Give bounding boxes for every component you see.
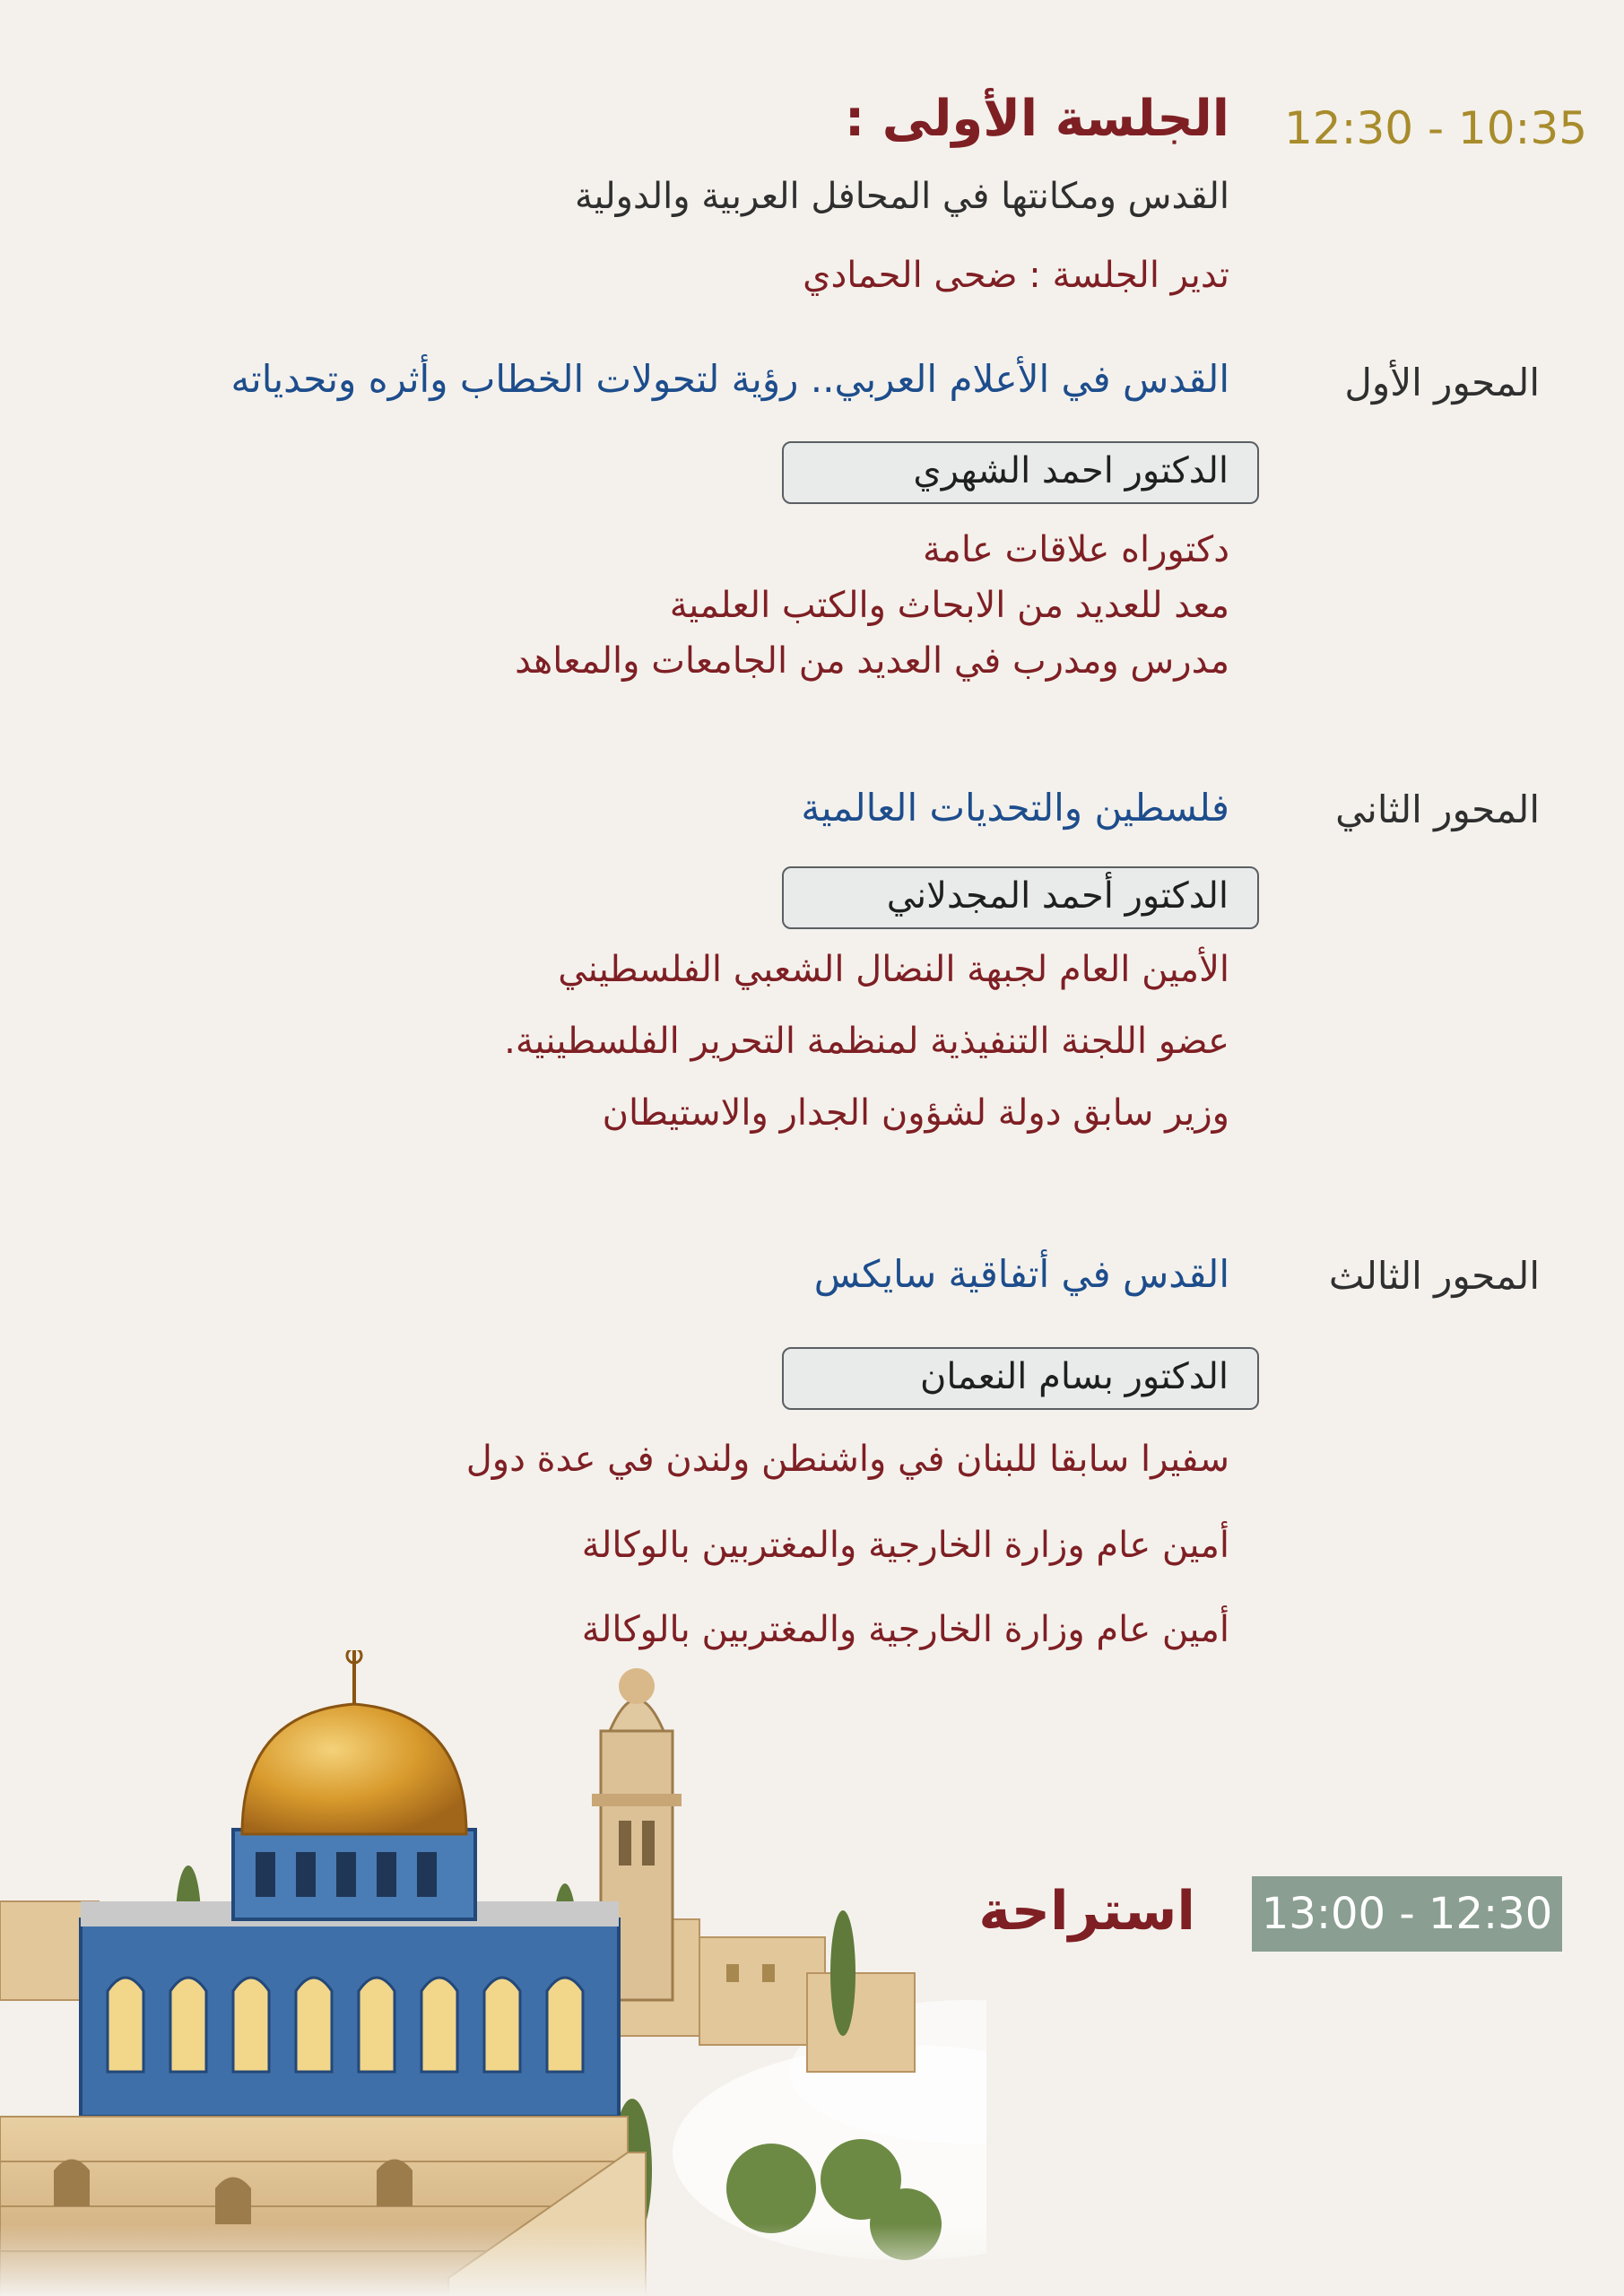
axis-1-bio-line-2: معد للعديد من الابحاث والكتب العلمية (669, 585, 1229, 626)
axis-2-topic: فلسطين والتحديات العالمية (801, 786, 1229, 830)
axis-3-speaker-box (782, 1347, 1259, 1410)
axis-2-label: المحور الثاني (1335, 787, 1540, 831)
axis-2-bio-line-2: عضو اللجنة التنفيذية لمنظمة التحرير الفلسطينية. (504, 1021, 1229, 1062)
axis-3-bio-line-1: سفيرا سابقا للبنان في واشنطن ولندن في عدة دول (465, 1439, 1229, 1480)
session-subtitle: القدس ومكانتها في المحافل العربية والدولية (574, 176, 1229, 217)
axis-3-label: المحور الثالث (1328, 1254, 1540, 1298)
break-time: 13:00 - 12:30 (1261, 1889, 1553, 1939)
dome-of-the-rock-illustration (0, 1650, 986, 2296)
session-title: الجلسة الأولى : (844, 90, 1229, 148)
axis-1-label: المحور الأول (1344, 361, 1540, 404)
session-moderator: تدير الجلسة : ضحى الحمادي (803, 255, 1229, 296)
break-label: استراحة (978, 1880, 1195, 1943)
axis-1-speaker-name: الدكتور احمد الشهري (913, 450, 1229, 491)
axis-2-speaker-box (782, 866, 1259, 929)
session-time: 12:30 - 10:35 (1284, 102, 1588, 154)
axis-3-speaker-name: الدكتور بسام النعمان (920, 1356, 1229, 1397)
axis-1-bio-line-1: دكتوراه علاقات عامة (922, 529, 1229, 570)
axis-1-bio-line-3: مدرس ومدرب في العديد من الجامعات والمعاهد (515, 640, 1229, 682)
axis-2-bio-line-1: الأمين العام لجبهة النضال الشعبي الفلسطيني (558, 949, 1229, 990)
axis-2-speaker-name: الدكتور أحمد المجدلاني (886, 875, 1229, 917)
axis-2-bio-line-3: وزير سابق دولة لشؤون الجدار والاستيطان (602, 1092, 1229, 1134)
axis-3-bio-line-2: أمين عام وزارة الخارجية والمغتربين بالوكالة (581, 1525, 1229, 1566)
axis-1-topic: القدس في الأعلام العربي.. رؤية لتحولات الخطاب وأثره وتحدياته (230, 357, 1229, 401)
axis-3-topic: القدس في أتفاقية سايكس (813, 1252, 1229, 1296)
break-time-box (1252, 1876, 1562, 1952)
axis-1-speaker-box (782, 441, 1259, 504)
axis-3-bio-line-3: أمين عام وزارة الخارجية والمغتربين بالوكالة (581, 1609, 1229, 1650)
